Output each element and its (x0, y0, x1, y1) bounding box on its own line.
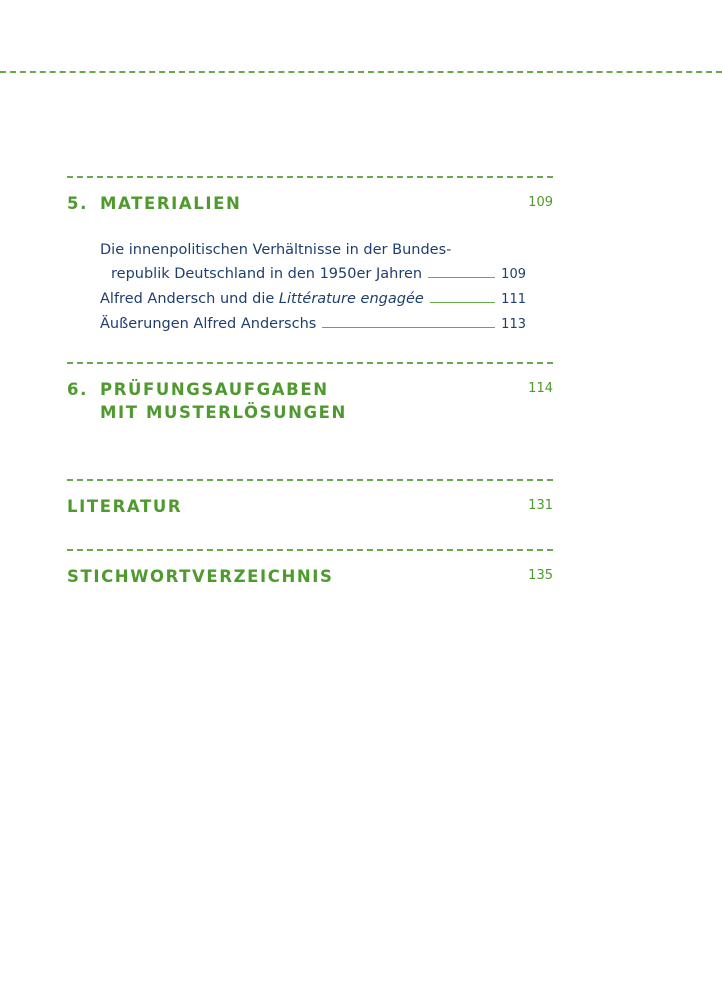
section-page-number: 135 (528, 568, 553, 583)
entry-page-number: 109 (501, 267, 526, 282)
toc-entry[interactable] (100, 312, 526, 337)
entry-text: Äußerungen Alfred Anderschs (100, 316, 317, 332)
leader-line (428, 277, 495, 278)
toc-entry[interactable] (100, 287, 526, 312)
entry-text: republik Deutschland in den 1950er Jahren (111, 266, 423, 282)
section-number: 5. (67, 194, 88, 213)
section-heading[interactable] (67, 565, 334, 588)
leader-line (322, 327, 495, 328)
leader-line (430, 302, 495, 303)
section-page-number: 109 (528, 195, 553, 210)
section-page-number: 131 (528, 498, 553, 513)
section-title: STICHWORTVERZEICHNIS (67, 567, 334, 586)
entry-text: Alfred Andersch und die Littérature engagée (100, 291, 424, 307)
materials-entries (100, 238, 526, 337)
section-title: LITERATUR (67, 497, 183, 516)
section-title: MATERIALIEN (100, 194, 242, 213)
section-title: PRÜFUNGSAUFGABEN MIT MUSTERLÖSUNGEN (100, 380, 347, 422)
entry-text: Die innenpolitischen Verhältnisse in der Bundes- (100, 242, 452, 258)
top-dashed-rule (0, 71, 722, 73)
toc-entry-first-line[interactable] (100, 238, 526, 262)
section-heading[interactable] (67, 495, 182, 518)
entry-page-number: 111 (501, 292, 526, 307)
section-dashed-rule (67, 479, 553, 481)
section-heading[interactable] (67, 378, 347, 424)
section-number: 6. (67, 380, 88, 399)
section-heading[interactable] (67, 192, 241, 215)
toc-entry-second-line[interactable] (100, 262, 526, 287)
section-dashed-rule (67, 549, 553, 551)
section-dashed-rule (67, 362, 553, 364)
section-page-number: 114 (528, 381, 553, 396)
section-dashed-rule (67, 176, 553, 178)
entry-page-number: 113 (501, 317, 526, 332)
